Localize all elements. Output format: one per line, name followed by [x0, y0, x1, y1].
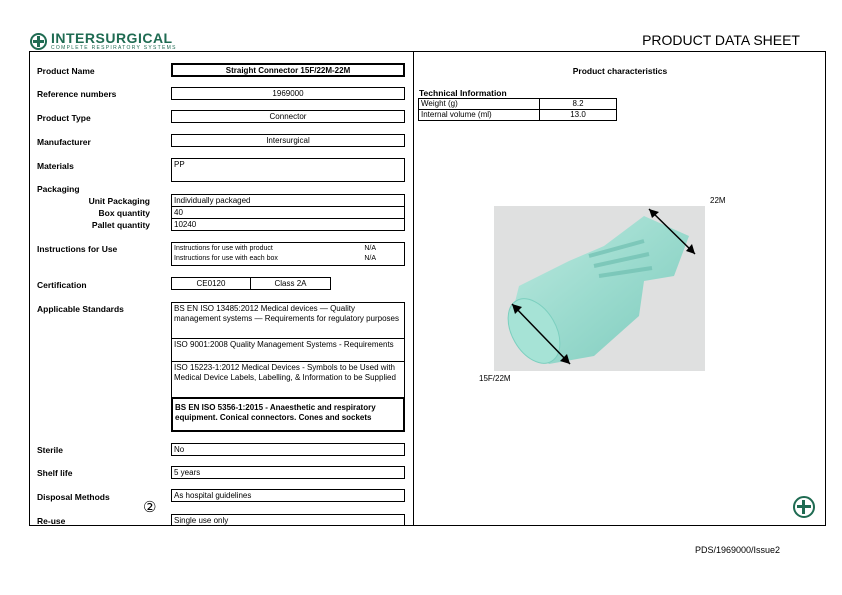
pallet-quantity-label: Pallet quantity	[91, 220, 150, 230]
disposal-methods-value: As hospital guidelines	[171, 489, 405, 502]
instructions-box-value: N/A	[364, 255, 376, 262]
pallet-quantity-value: 10240	[171, 218, 405, 231]
column-divider	[413, 51, 414, 526]
unit-packaging-value: Individually packaged	[171, 194, 405, 207]
tech-row-value: 13.0	[540, 110, 617, 121]
standard-item-4: BS EN ISO 5356-1:2015 - Anaesthetic and respiratory equipment. Conical connectors. Cones and sockets	[171, 397, 405, 432]
shelf-life-value: 5 years	[171, 466, 405, 479]
single-use-symbol-icon: ②	[143, 499, 157, 516]
connector-illustration	[494, 206, 705, 371]
data-sheet-frame	[29, 51, 826, 526]
unit-packaging-label: Unit Packaging	[88, 196, 150, 206]
box-quantity-value: 40	[171, 206, 405, 219]
technical-information-heading: Technical Information	[419, 88, 507, 98]
cross-logo-icon	[30, 33, 47, 50]
instructions-product-text: Instructions for use with product	[174, 245, 273, 252]
photo-label-15f22m: 15F/22M	[479, 374, 511, 383]
logo-name: INTERSURGICAL	[51, 30, 173, 46]
tech-row-value: 8.2	[540, 99, 617, 110]
manufacturer-value: Intersurgical	[171, 134, 405, 147]
standard-item-1: BS EN ISO 13485:2012 Medical devices — Quality management systems — Requirements for regulatory purposes	[171, 302, 405, 339]
reuse-label: Re-use	[37, 516, 66, 526]
packaging-label: Packaging	[37, 184, 80, 194]
document-title: PRODUCT DATA SHEET	[642, 32, 800, 48]
shelf-life-label: Shelf life	[37, 468, 73, 478]
instructions-label: Instructions for Use	[37, 244, 118, 254]
product-type-value: Connector	[171, 110, 405, 123]
product-name-label: Product Name	[37, 66, 95, 76]
tech-row-name: Weight (g)	[419, 99, 540, 110]
intersurgical-disposal-icon	[793, 496, 815, 518]
instructions-box	[171, 242, 405, 266]
product-photo	[494, 206, 705, 371]
disposal-methods-label: Disposal Methods	[37, 492, 110, 502]
document-code: PDS/1969000/Issue2	[695, 545, 781, 555]
manufacturer-label: Manufacturer	[37, 137, 91, 147]
standard-item-2: ISO 9001:2008 Quality Management Systems - Requirements	[171, 338, 405, 362]
table-row	[419, 110, 617, 121]
product-type-label: Product Type	[37, 113, 91, 123]
reference-numbers-value: 1969000	[171, 87, 405, 100]
materials-label: Materials	[37, 161, 74, 171]
photo-label-22m: 22M	[710, 196, 726, 205]
certification-ce: CE0120	[171, 277, 251, 290]
technical-information-table	[418, 98, 617, 121]
certification-class: Class 2A	[250, 277, 331, 290]
instructions-product-value: N/A	[364, 245, 376, 252]
certification-label: Certification	[37, 280, 87, 290]
product-characteristics-title: Product characteristics	[572, 66, 668, 76]
sterile-label: Sterile	[37, 445, 63, 455]
table-row	[419, 99, 617, 110]
sterile-value: No	[171, 443, 405, 456]
applicable-standards-label: Applicable Standards	[37, 304, 124, 314]
instructions-box-text: Instructions for use with each box	[174, 255, 278, 262]
reference-numbers-label: Reference numbers	[37, 89, 117, 99]
materials-value: PP	[171, 158, 405, 182]
standard-item-3: ISO 15223-1:2012 Medical Devices - Symbols to be Used with Medical Device Labels, Labelling, & Information to be Supplied	[171, 361, 405, 398]
intersurgical-logo	[30, 31, 177, 51]
logo-tagline: COMPLETE RESPIRATORY SYSTEMS	[51, 45, 177, 51]
reuse-value: Single use only	[171, 514, 405, 526]
tech-row-name: Internal volume (ml)	[419, 110, 540, 121]
box-quantity-label: Box quantity	[98, 208, 150, 218]
product-name-value: Straight Connector 15F/22M-22M	[171, 63, 405, 77]
